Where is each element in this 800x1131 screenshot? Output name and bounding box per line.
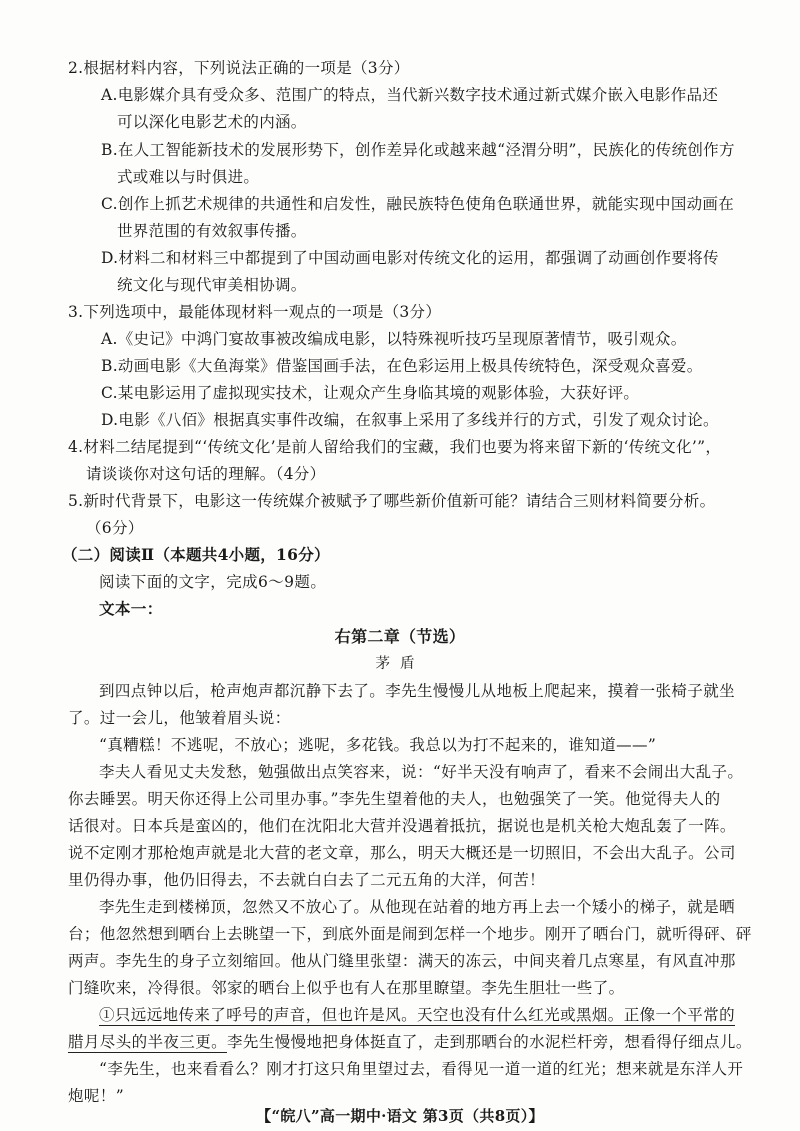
q2-option-b: B.在人工智能新技术的发展形势下，创作差异化或越来越“泾渭分明”，民族化的传统创作方 — [101, 141, 735, 159]
story-p4-line1: 李先生走到楼梯顶，忽然又不放心了。从他现在站着的地方再上去一个矮小的梯子，就是晒 — [99, 898, 736, 916]
q2-option-a: A.电影媒介具有受众多、范围广的特点，当代新兴数字技术通过新式媒介嵌入电影作品还 — [101, 86, 719, 104]
q2-option-a-cont: 可以深化电影艺术的内涵。 — [117, 113, 307, 131]
q2-option-c: C.创作上抓艺术规律的共通性和启发性，融民族特色使角色联通世界，就能实现中国动画在 — [101, 195, 735, 213]
story-p3-line1: 李夫人看见丈夫发愁，勉强做出点笑容来，说：“好半天没有响声了，看来不会闹出大乱子。 — [99, 763, 744, 781]
q4-stem-cont: 请谈谈你对这句话的理解。（4分） — [86, 465, 326, 483]
story-p4-line2: 台；他忽然想到晒台上去眺望一下，到底外面是闹到怎样一个地步。刚开了晒台门，就听得砰、砰 — [68, 925, 752, 943]
underlined-sentence-1: ①只远远地传来了呼号的声音，但也许是风。天空也没有什么红光或黑烟。正像一个平常的 — [99, 1006, 736, 1024]
story-author: 茅盾 — [375, 656, 425, 672]
story-title: 右第二章（节选） — [334, 627, 466, 646]
q3-stem: 3.下列选项中，最能体现材料一观点的一项是（3分） — [68, 303, 442, 321]
story-p5-line1 — [99, 1005, 735, 1025]
q3-option-a: A.《史记》中鸿门宴故事被改编成电影，以特殊视听技巧呈现原著情节，吸引观众。 — [101, 330, 687, 348]
q2-option-d: D.材料二和材料三中都提到了中国动画电影对传统文化的运用，都强调了动画创作要将传 — [101, 249, 719, 267]
page-footer: 【“皖八”高一期中·语文 第3页（共8页）】 — [256, 1107, 544, 1125]
story-p1-line1: 到四点钟以后，枪声炮声都沉静下去了。李先生慢慢儿从地板上爬起来，摸着一张椅子就坐 — [99, 682, 736, 700]
q4-stem: 4.材料二结尾提到“‘传统文化’是前人留给我们的宝藏，我们也要为将来留下新的‘传统文化’”， — [68, 438, 722, 456]
q5-stem-cont: （6分） — [86, 519, 144, 537]
story-p3-line4: 说不定刚才那枪炮声就是北大营的老文章，那么，明天大概还是一切照旧，不会出大乱子。公司 — [68, 844, 736, 862]
story-p3-line2: 你去睡罢。明天你还得上公司里办事。”李先生望着他的夫人，也勉强笑了一笑。他觉得夫人的 — [68, 790, 721, 808]
q2-option-d-cont: 统文化与现代审美相协调。 — [117, 276, 307, 294]
q3-option-b: B.动画电影《大鱼海棠》借鉴国画手法，在色彩运用上极具传统特色，深受观众喜爱。 — [101, 357, 703, 375]
q5-stem: 5.新时代背景下，电影这一传统媒介被赋予了哪些新价值新可能？请结合三则材料简要分析。 — [68, 492, 716, 510]
q3-option-d: D.电影《八佰》根据真实事件改编，在叙事上采用了多线并行的方式，引发了观众讨论。 — [101, 411, 719, 429]
story-p5-line2 — [68, 1032, 752, 1052]
story-p4-line3: 两声。李先生的身子立刻缩回。他从门缝里张望：满天的冻云，中间夹着几点寒星，有风直冲那 — [68, 952, 736, 970]
section-heading: （二）阅读Ⅱ（本题共4小题，16分） — [62, 545, 330, 564]
underlined-sentence-1-cont: 腊月尽头的半夜三更。 — [68, 1033, 228, 1051]
text-label: 文本一： — [99, 599, 163, 618]
story-p4-line4: 门缝吹来，冷得很。邻家的晒台上似乎也有人在那里瞭望。李先生胆壮一些了。 — [68, 979, 625, 997]
q2-stem: 2.根据材料内容，下列说法正确的一项是（3分） — [68, 59, 410, 77]
q3-option-c: C.某电影运用了虚拟现实技术，让观众产生身临其境的观影体验，大获好评。 — [101, 384, 640, 402]
section-instruction: 阅读下面的文字，完成6～9题。 — [99, 573, 327, 591]
story-p2: “真糟糕！不逃呢，不放心；逃呢，多花钱。我总以为打不起来的，谁知道——” — [99, 736, 657, 754]
q2-option-c-cont: 世界范围的有效叙事传播。 — [117, 222, 307, 240]
story-p1-line2: 了。过一会儿，他皱着眉头说： — [68, 709, 291, 727]
story-p3-line5: 里仍得办事，他仍旧得去，不去就白白去了二元五角的大洋，何苦！ — [68, 871, 546, 889]
story-p5-line2-rest: 李先生慢慢地把身体挺直了，走到那晒台的水泥栏杆旁，想看得仔细点儿。 — [227, 1033, 752, 1051]
story-p3-line3: 话很对。日本兵是蛮凶的，他们在沈阳北大营并没遇着抵抗，据说也是机关枪大炮乱轰了一阵。 — [68, 817, 736, 835]
q2-option-b-cont: 式或难以与时俱进。 — [117, 168, 260, 186]
story-p6-line1: “李先生，也来看看么？刚才打这只角里望过去，看得见一道一道的红光；想来就是东洋人开 — [99, 1060, 744, 1078]
story-p6-line2: 炮呢！” — [68, 1087, 125, 1105]
